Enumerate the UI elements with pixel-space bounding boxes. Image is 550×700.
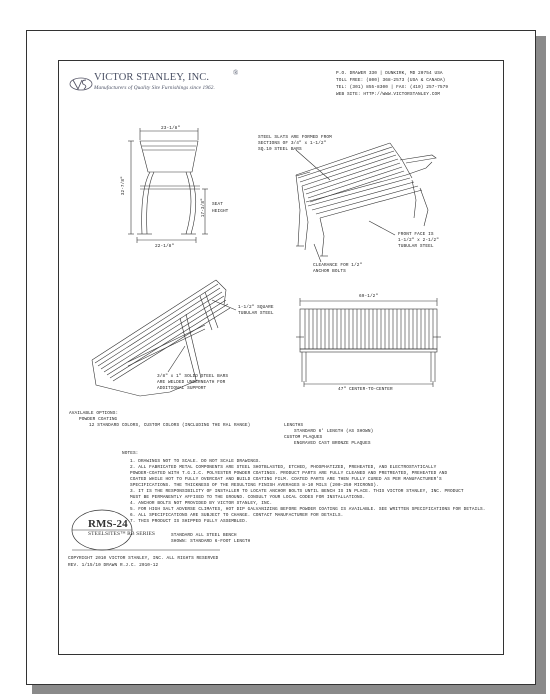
callout-clearance-2: ANCHOR BOLTS: [313, 269, 346, 274]
callout-clearance-1: CLEARANCE FOR 1/2": [313, 263, 363, 268]
callout-square-tube-2: TUBULAR STEEL: [238, 311, 274, 316]
note-line: SPECIFICATIONS. THE THICKNESS OF THE RESULTING FINISH AVERAGES 8-10 MILS (200-250 MICRONS).: [130, 483, 379, 488]
note-line: MUST BE PERMANENTLY AFFIXED TO THE GROUND. CONSULT YOUR LOCAL CODES FOR INSTALLATIONS.: [130, 495, 366, 500]
dim-seat-height: 17-3/8": [200, 198, 206, 218]
callout-frame-3: TUBULAR STEEL: [398, 244, 434, 249]
company-name: VICTOR STANLEY, INC.: [94, 72, 210, 83]
options-plaques-heading: CUSTOM PLAQUES: [284, 435, 323, 440]
options-powder-coating: POWDER COATING: [79, 417, 118, 422]
description-line-1: STANDARD ALL STEEL BENCH: [171, 533, 237, 538]
series-name: STEELSITES™ RB SERIES: [88, 531, 156, 537]
note-line: 2. ALL FABRICATED METAL COMPONENTS ARE STEEL SHOTBLASTED, ETCHED, PHOSPHATIZED, PREHEATED, AND ELECTROSTATICALLY: [130, 465, 437, 470]
title-block-emblem-icon: [72, 510, 132, 550]
callout-square-tube-1: 1-1/2" SQUARE: [238, 305, 274, 310]
description-line-2: SHOWN: STANDARD 6-FOOT LENGTH: [171, 539, 251, 544]
options-lengths-detail: STANDARD 6' LENGTH (AS SHOWN): [294, 429, 374, 434]
callout-frame-1: FRONT FACE IS: [398, 232, 434, 237]
dim-top-width: 23-1/8": [161, 126, 181, 131]
dim-center-to-center: 47" CENTER-TO-CENTER: [338, 387, 393, 392]
callout-solid-bars-1: 3/8" x 1" SOLID STEEL BARS: [157, 374, 229, 379]
note-line: 7. THIS PRODUCT IS SHIPPED FULLY ASSEMBLED.: [130, 519, 248, 524]
callout-solid-bars-2: ARE WELDED UNDERNEATH FOR: [157, 380, 226, 385]
dim-base-depth: 22-1/8": [155, 244, 175, 249]
options-heading: AVAILABLE OPTIONS:: [69, 411, 119, 416]
note-line: POWDER-COATED WITH T.G.I.C. POLYESTER POWDER COATINGS. PRODUCT PARTS ARE FULLY CLEANED AND PRETREATED, PREHEATED AND: [130, 471, 448, 476]
revision-text: REV. 1/15/10 DRAWN R.J.C. 2010-12: [68, 563, 159, 568]
address-line-3: TEL: (301) 855-8300 | FAX: (410) 257-7579: [336, 85, 449, 90]
dim-overall-height: 32-7/8": [120, 176, 126, 196]
note-line: COATED WHILE HOT TO FULLY OVERCOAT AND BUILD COATING FILM. COATED PARTS ARE THEN FULLY CURED AS PER MANUFACTURER'S: [130, 477, 442, 482]
front-elevation-drawing: [296, 298, 441, 387]
copyright-text: COPYRIGHT 2010 VICTOR STANLEY, INC. ALL RIGHTS RESERVED: [68, 556, 219, 561]
callout-frame-2: 1-1/2" x 2-1/2": [398, 238, 440, 243]
address-line-2: TOLL FREE: (800) 368-2573 (USA & CANADA): [336, 78, 446, 83]
notes-heading: NOTES:: [122, 451, 139, 456]
note-line: 5. FOR HIGH SALT ADVERSE CLIMATES, HOT DIP GALVANIZING BEFORE POWDER COATING IS AVAILABLE. SEE WRITTEN SPECIFICATIONS FOR DETAILS.: [130, 507, 486, 512]
address-line-4: WEB SITE: HTTP://WWW.VICTORSTANLEY.COM: [336, 92, 440, 97]
callout-solid-bars-3: ADDITIONAL SUPPORT: [157, 386, 207, 391]
options-colors: 12 STANDARD COLORS, CUSTOM COLORS (INCLUDING THE RAL RANGE): [89, 423, 251, 428]
seat-height-label-2: HEIGHT: [212, 209, 229, 214]
address-line-1: P.O. DRAWER 330 | DUNKIRK, MD 20754 USA: [336, 71, 443, 76]
company-tagline: Manufacturers of Quality Site Furnishings since 1962.: [94, 85, 215, 91]
dim-overall-length: 69-1/2": [359, 294, 379, 299]
callout-slats-1: STEEL SLATS ARE FORMED FROM: [258, 135, 332, 140]
seat-height-label-1: SEAT: [212, 202, 223, 207]
callout-slats-2: SECTIONS OF 3/4" x 1-1/2": [258, 141, 327, 146]
options-plaques-detail: ENGRAVED CAST BRONZE PLAQUES: [294, 441, 371, 446]
model-number: RMS-24: [88, 518, 128, 530]
note-line: 1. DRAWINGS NOT TO SCALE. DO NOT SCALE DRAWINGS.: [130, 459, 262, 464]
callout-slats-3: SQ.10 STEEL BARS: [258, 147, 302, 152]
options-lengths-heading: LENGTHS: [284, 423, 304, 428]
registered-mark: ®: [233, 69, 239, 77]
side-view-drawing: [128, 128, 208, 243]
note-line: 3. IT IS THE RESPONSIBILITY OF INSTALLER TO LOCATE ANCHOR BOLTS UNTIL BENCH IS IN PLACE. THIS VICTOR STANLEY, INC. PRODUCT: [130, 489, 464, 494]
note-line: 6. ALL SPECIFICATIONS ARE SUBJECT TO CHANGE. CONTACT MANUFACTURER FOR DETAILS.: [130, 513, 344, 518]
note-line: 4. ANCHOR BOLTS NOT PROVIDED BY VICTOR STANLEY, INC.: [130, 501, 273, 506]
victor-stanley-logo-icon: [70, 78, 92, 90]
